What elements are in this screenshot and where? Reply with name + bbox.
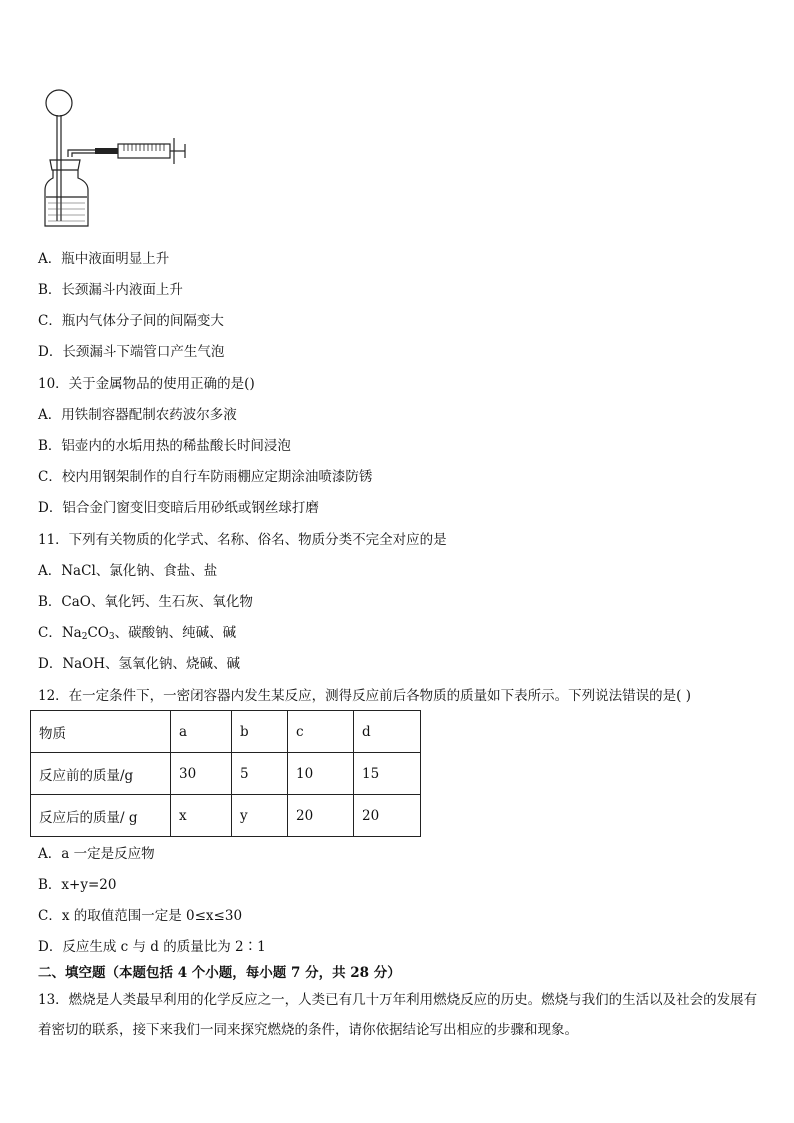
q11-option-a: A．NaCl、氯化钠、食盐、盐 — [38, 563, 218, 579]
q13-text: 13．燃烧是人类最早利用的化学反应之一，人类已有几十万年利用燃烧反应的历史。燃烧与我们的生活以及社会的发展有着密切的联系，接下来我们一同来探究燃烧的条件，请你依据结论写出相应的步骤和现象。 — [38, 992, 758, 1038]
q10-stem: 10．关于金属物品的使用正确的是() — [38, 376, 255, 392]
q11-stem: 11．下列有关物质的化学式、名称、俗名、物质分类不完全对应的是 — [38, 532, 447, 548]
table-cell: d — [354, 711, 421, 753]
table-cell: y — [232, 795, 288, 837]
q11-option-c — [38, 624, 236, 646]
q11-option-b: B．CaO、氧化钙、生石灰、氧化物 — [38, 594, 253, 610]
table-cell: 15 — [354, 753, 421, 795]
q10-option-b: B．铝壶内的水垢用热的稀盐酸长时间浸泡 — [38, 438, 291, 454]
formula-prefix: C．Na — [38, 625, 82, 641]
q9-option-a: A．瓶中液面明显上升 — [38, 251, 170, 267]
mass-table — [30, 710, 421, 837]
table-cell: 10 — [288, 753, 354, 795]
q12-option-d: D．反应生成 c 与 d 的质量比为 2∶1 — [38, 939, 266, 955]
section-heading: 二、填空题（本题包括 4 个小题，每小题 7 分，共 28 分） — [38, 965, 401, 981]
subscript: 3 — [108, 632, 115, 642]
q10-option-c: C．校内用钢架制作的自行车防雨棚应定期涂油喷漆防锈 — [38, 469, 373, 485]
q12-option-a: A．a 一定是反应物 — [38, 846, 155, 862]
table-cell: x — [171, 795, 232, 837]
q9-option-b: B．长颈漏斗内液面上升 — [38, 282, 183, 298]
table-cell: c — [288, 711, 354, 753]
apparatus-figure — [38, 86, 198, 236]
table-cell: 30 — [171, 753, 232, 795]
table-row — [31, 795, 421, 837]
table-row — [31, 753, 421, 795]
formula-suffix: 、碳酸钠、纯碱、碱 — [114, 625, 237, 641]
table-cell: 20 — [354, 795, 421, 837]
q10-option-d: D．铝合金门窗变旧变暗后用砂纸或钢丝球打磨 — [38, 500, 319, 516]
table-cell: 5 — [232, 753, 288, 795]
q11-option-d: D．NaOH、氢氧化钠、烧碱、碱 — [38, 656, 241, 672]
q9-option-d: D．长颈漏斗下端管口产生气泡 — [38, 344, 225, 360]
q12-stem: 12．在一定条件下，一密闭容器内发生某反应，测得反应前后各物质的质量如下表所示。下列说法错误的是( ) — [38, 688, 692, 704]
q12-option-b: B．x+y=20 — [38, 877, 117, 893]
table-row — [31, 711, 421, 753]
q10-option-a: A．用铁制容器配制农药波尔多液 — [38, 407, 237, 423]
table-cell: a — [171, 711, 232, 753]
table-cell: 20 — [288, 795, 354, 837]
subscript: 2 — [81, 632, 88, 642]
formula-mid: CO — [87, 625, 109, 641]
q12-option-c: C．x 的取值范围一定是 0≤x≤30 — [38, 908, 243, 924]
table-cell: 物质 — [31, 711, 171, 753]
table-cell: 反应后的质量/ g — [31, 795, 171, 837]
table-cell: 反应前的质量/g — [31, 753, 171, 795]
q9-option-c: C．瓶内气体分子间的间隔变大 — [38, 313, 224, 329]
table-cell: b — [232, 711, 288, 753]
